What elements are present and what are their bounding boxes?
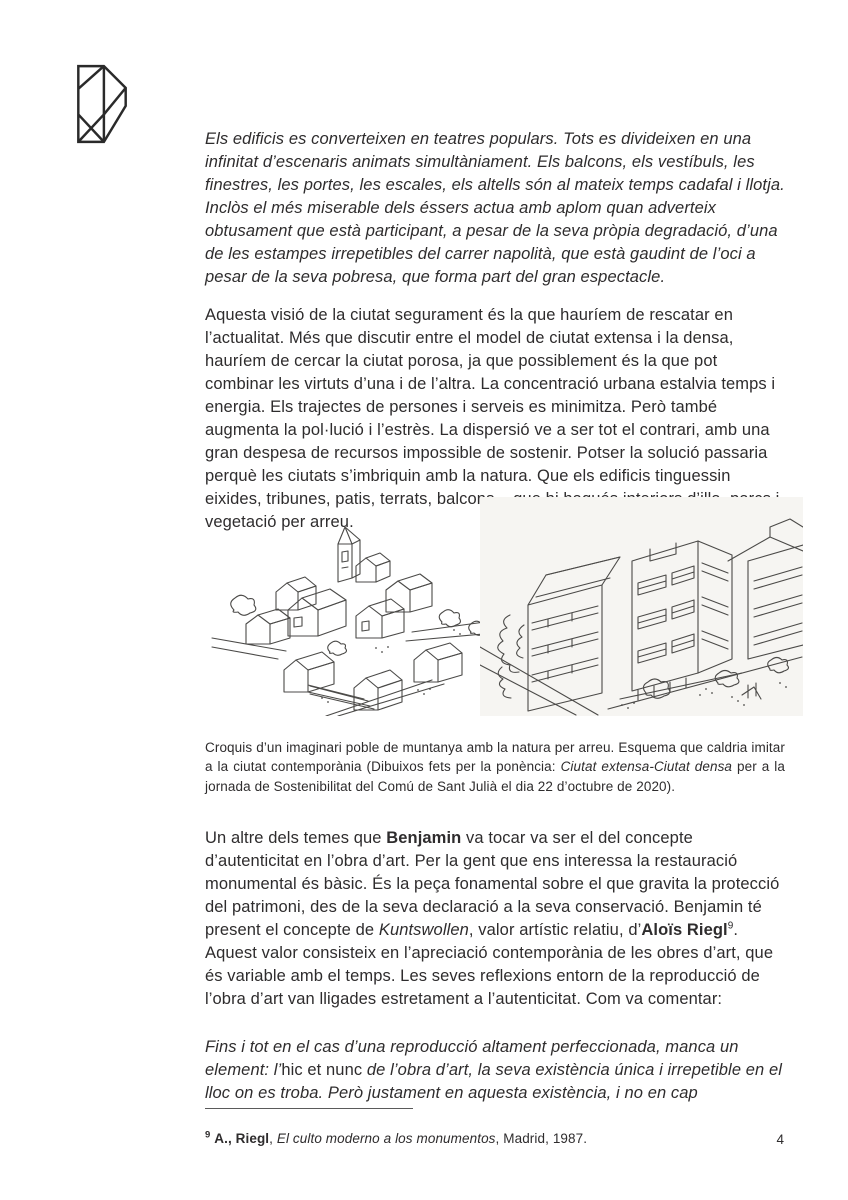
quote2-text-2: de l’obra d’art, la seva existència única i irrepetible en el lloc on es troba. Però justament en aquesta existència, i no en cap bbox=[205, 1060, 783, 1102]
figure-caption bbox=[205, 738, 785, 797]
footnote-rest: , Madrid, 1987. bbox=[495, 1130, 588, 1146]
footnote-separator bbox=[205, 1108, 413, 1109]
body2-text-3: , valor artístic relatiu, d’ bbox=[468, 920, 642, 939]
footnote-sep: , bbox=[269, 1130, 277, 1146]
footnote-9 bbox=[205, 1130, 785, 1148]
quote-paragraph-hic-et-nunc bbox=[205, 1036, 785, 1105]
footnote-book-title: El culto moderno a los monumentos bbox=[276, 1130, 496, 1146]
caption-text-2: per a la jornada de Sostenibilitat del Comú de Sant Julià el dia 22 d’octubre de 2020). bbox=[205, 759, 785, 794]
quote-paragraph-benjamin-naples bbox=[205, 128, 785, 289]
body-paragraph-benjamin-authenticity bbox=[205, 827, 785, 1011]
hic-et-nunc-roman: hic et nunc bbox=[281, 1060, 363, 1079]
body2-text-4: . Aquest valor consisteix en l’apreciació contemporània de les obres d’art, que és variable amb el temps. Les seves reflexions entorn de la reproducció de l’obra d’art van lligades estretament a l’autenticitat. Com va comentar: bbox=[205, 920, 774, 1008]
page-number: 4 bbox=[776, 1132, 784, 1147]
caption-italic-title: Ciutat extensa-Ciutat densa bbox=[560, 759, 733, 774]
body2-text-1: Un altre dels temes que bbox=[205, 828, 387, 847]
footnote-number: 9 bbox=[205, 1129, 211, 1140]
riegl-bold: Aloïs Riegl bbox=[641, 920, 728, 939]
geometric-d-logo-icon bbox=[66, 58, 138, 150]
footnote-reference-9: 9 bbox=[727, 920, 734, 931]
village-sketch-figure bbox=[206, 520, 498, 716]
footnote-author: A., Riegl bbox=[214, 1130, 270, 1146]
caption-text-1: Croquis d’un imaginari poble de muntanya amb la natura per arreu. Esquema que caldria imitar a la ciutat contemporània (Dibuixos fets per la ponència: bbox=[205, 739, 785, 774]
quote2-text-1: Fins i tot en el cas d’una reproducció altament perfeccionada, manca un element: l’ bbox=[205, 1037, 739, 1079]
body-text: Aquesta visió de la ciutat segurament és la que hauríem de rescatar en l’actualitat. Més que discutir entre el model de ciutat extensa i la densa, hauríem de cercar la ciutat porosa, ja que possiblement és la que pot combinar les virtuts d’una i de l’altra. La concentració urbana estalvia temps i energia. Els trajectes de persones i serveis es minimitza. Però també augmenta la pol·lució i l’estrès. La dispersió ve a ser tot el contrari, amb una gran despesa de recursos impossible de sostenir. Potser la solució passaria perquè les ciutats s’imbriquin amb la natura. Que els edificis tinguessin eixides, tribunes, patis, terrats, balcons... que hi hagués interiors d’illa, parcs i vegetació per arreu. bbox=[205, 305, 780, 531]
apartment-buildings-sketch-figure bbox=[480, 497, 803, 716]
benjamin-bold: Benjamin bbox=[386, 828, 462, 847]
quote-text: Els edificis es converteixen en teatres populars. Tots es divideixen en una infinitat d’escenaris animats simultàniament. Els balcons, els vestíbuls, les finestres, les portes, les escales, els altells són al mateix temps cadafal i llotja. Inclòs el més miserable dels éssers actua amb aplom quan adverteix obtusament que està participant, a pesar de la seva pròpia degradació, d’una de les estampes irrepetibles del carrer napolità, que està gaudint de l’oci a pesar de la seva pobresa, que forma part del gran espectacle. bbox=[205, 129, 785, 286]
body2-text-2: va tocar va ser el del concepte d’autenticitat en l’obra d’art. Per la gent que ens interessa la restauració monumental és bàsic. És la peça fonamental sobre el que gravita la protecció del patrimoni, des de la seva declaració a la seva conservació. Benjamin té present el concepte de bbox=[205, 828, 780, 939]
kuntswollen-italic: Kuntswollen bbox=[378, 920, 469, 939]
